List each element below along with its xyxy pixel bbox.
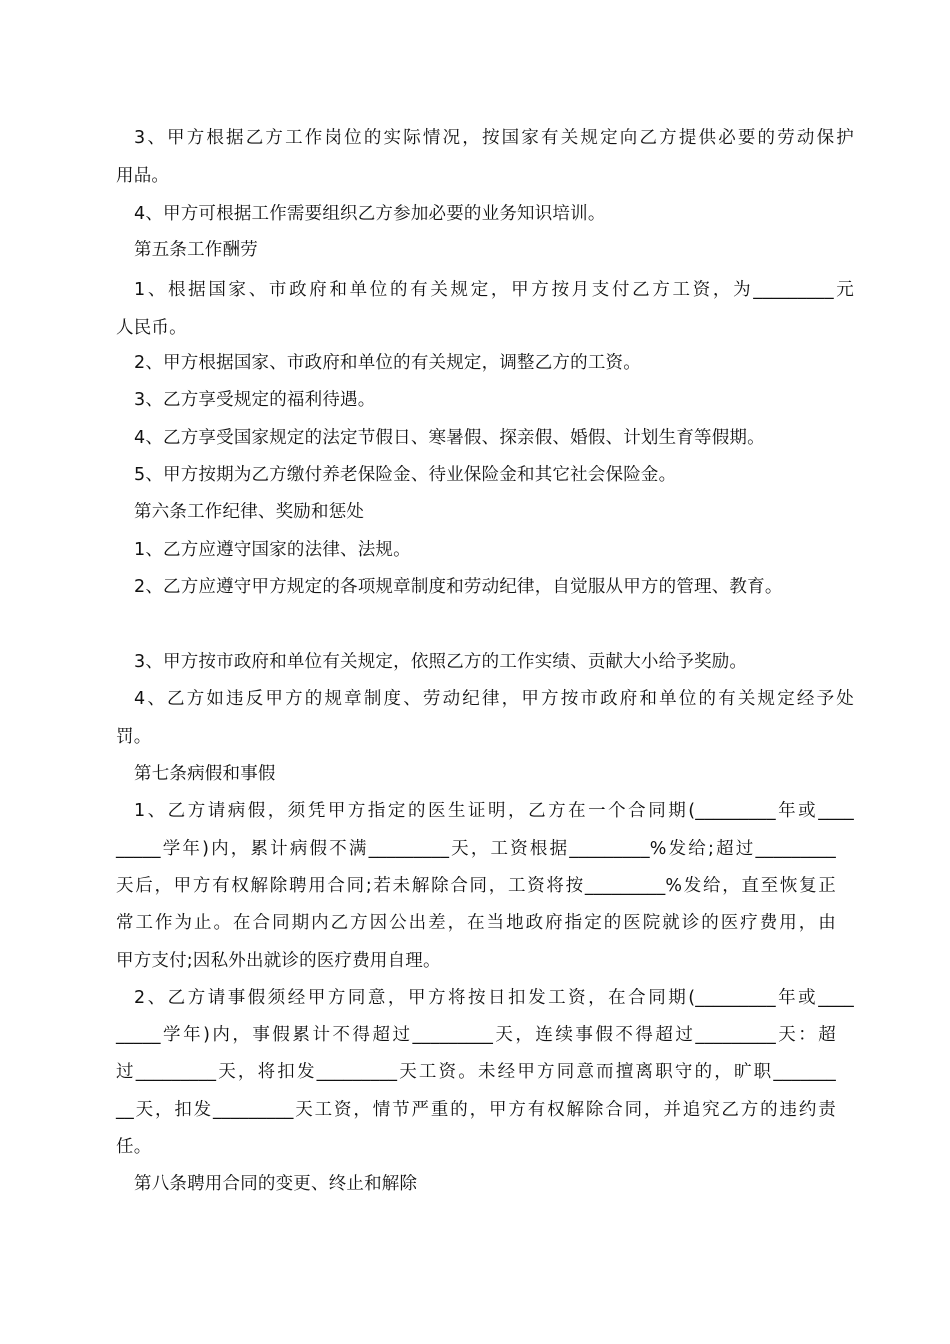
clause-5-3: 3、乙方享受规定的福利待遇。: [134, 390, 376, 410]
clause-6-3: 3、甲方按市政府和单位有关规定，依照乙方的工作实绩、贡献大小给予奖励。: [134, 652, 748, 672]
clause-5-4: 4、乙方享受国家规定的法定节假日、寒暑假、探亲假、婚假、计划生育等假期。: [134, 428, 765, 448]
article-6-heading: 第六条工作纪律、奖励和惩处: [134, 502, 365, 522]
clause-4-4: 4、甲方可根据工作需要组织乙方参加必要的业务知识培训。: [134, 204, 606, 224]
clause-6-2: 2、乙方应遵守甲方规定的各项规章制度和劳动纪律，自觉服从甲方的管理、教育。: [134, 577, 783, 597]
clause-5-1-line-1: 1、根据国家、市政府和单位的有关规定，甲方按月支付乙方工资，为_________元: [134, 280, 854, 300]
clause-4-3-line-2: 用品。: [116, 166, 170, 186]
clause-7-2-line-1: 2、乙方请事假须经甲方同意，甲方将按日扣发工资，在合同期(_________年或____: [134, 988, 854, 1008]
clause-6-4-line-1: 4、乙方如违反甲方的规章制度、劳动纪律，甲方按市政府和单位的有关规定经予处: [134, 689, 854, 709]
clause-4-3-line-1: 3、甲方根据乙方工作岗位的实际情况，按国家有关规定向乙方提供必要的劳动保护: [134, 128, 854, 148]
article-7-heading: 第七条病假和事假: [134, 764, 276, 784]
clause-7-2-line-5: 任。: [116, 1137, 152, 1157]
clause-6-1: 1、乙方应遵守国家的法律、法规。: [134, 540, 411, 560]
clause-7-2-line-3: 过_________天，将扣发_________天工资。未经甲方同意而擅离职守的，旷职_______: [116, 1062, 836, 1082]
clause-7-1-line-3: 天后，甲方有权解除聘用合同;若未解除合同，工资将按_________%发给，直至恢复正: [116, 876, 836, 896]
clause-7-2-line-2: _____学年)内，事假累计不得超过_________天，连续事假不得超过_________天：超: [116, 1025, 836, 1045]
clause-5-1-line-2: 人民币。: [116, 318, 187, 338]
clause-7-2-line-4: __天，扣发_________天工资，情节严重的，甲方有权解除合同，并追究乙方的违约责: [116, 1100, 836, 1120]
clause-5-2: 2、甲方根据国家、市政府和单位的有关规定，调整乙方的工资。: [134, 353, 641, 373]
clause-7-1-line-2: _____学年)内，累计病假不满_________天，工资根据_________%发给;超过_________: [116, 839, 836, 859]
article-8-heading: 第八条聘用合同的变更、终止和解除: [134, 1174, 418, 1194]
article-5-heading: 第五条工作酬劳: [134, 240, 258, 260]
clause-5-5: 5、甲方按期为乙方缴付养老保险金、待业保险金和其它社会保险金。: [134, 465, 677, 485]
clause-7-1-line-5: 甲方支付;因私外出就诊的医疗费用自理。: [116, 951, 441, 971]
clause-6-4-line-2: 罚。: [116, 727, 152, 747]
clause-7-1-line-1: 1、乙方请病假，须凭甲方指定的医生证明，乙方在一个合同期(_________年或____: [134, 801, 854, 821]
clause-7-1-line-4: 常工作为止。在合同期内乙方因公出差，在当地政府指定的医院就诊的医疗费用，由: [116, 913, 836, 933]
